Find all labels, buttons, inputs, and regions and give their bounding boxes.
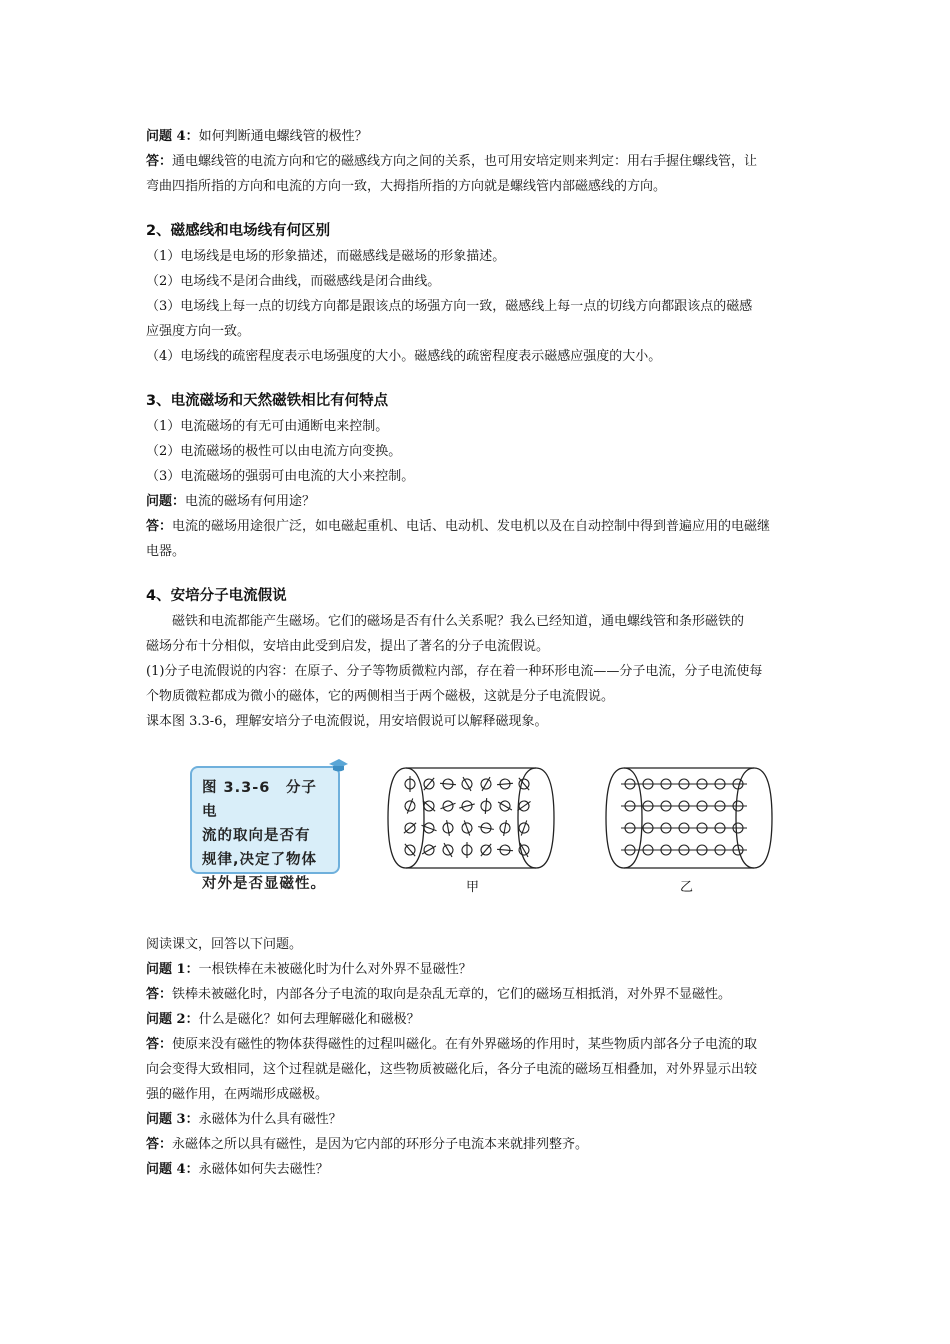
section-3-item: （1）电流磁场的有无可由通断电来控制。	[146, 419, 389, 434]
section-3-answer	[146, 514, 816, 539]
caption-line: 规律,决定了物体	[202, 852, 318, 868]
reading-question-4	[146, 1157, 816, 1182]
section-2-item: （1）电场线是电场的形象描述，而磁感线是磁场的形象描述。	[146, 249, 506, 264]
caption-line: 流的取向是否有	[202, 828, 311, 844]
caption-line: 图 3.3-6 分子电	[202, 780, 317, 820]
hypothesis-content: (1)分子电流假说的内容：在原子、分子等物质微粒内部，存在着一种环形电流——分子电流，分子电流使每	[146, 664, 763, 679]
question-label: 问题 4：	[146, 1162, 199, 1177]
section-3-answer-cont: 电器。	[146, 544, 186, 559]
document-page	[146, 124, 816, 1182]
molecular-current-loop	[405, 776, 415, 792]
question-label: 问题 1：	[146, 962, 199, 977]
molecular-current-loop	[621, 801, 639, 811]
molecular-current-loop	[675, 823, 693, 833]
molecular-current-loop	[657, 801, 675, 811]
molecular-current-loop	[693, 779, 711, 789]
molecular-current-loop	[729, 801, 747, 811]
answer-text: 铁棒未被磁化时，内部各分子电流的取向是杂乱无章的，它们的磁场互相抵消，对外界不显磁性。	[172, 987, 732, 1002]
question-text: 电流的磁场有何用途？	[185, 494, 316, 509]
molecular-current-loop	[477, 822, 494, 835]
molecular-current-loop	[403, 797, 418, 815]
molecular-current-loop	[439, 799, 457, 814]
molecular-current-loop	[621, 823, 639, 833]
molecular-current-loop	[480, 798, 491, 815]
reading-intro: 阅读课文，回答以下问题。	[146, 937, 303, 952]
section-3-item: （3）电流磁场的强弱可由电流的大小来控制。	[146, 469, 415, 484]
molecular-current-loop	[515, 797, 534, 814]
molecular-current-loop	[693, 823, 711, 833]
answer-label: 答：	[146, 987, 173, 1002]
reading-answer-2-cont: 强的磁作用，在两端形成磁极。	[146, 1087, 329, 1102]
question-label: 问题：	[146, 494, 186, 509]
molecular-current-loop	[401, 819, 420, 837]
question-text: 一根铁棒在未被磁化时为什么对外界不显磁性？	[198, 962, 472, 977]
disordered-molecular-currents-diagram	[386, 764, 556, 872]
molecular-current-loop	[639, 845, 657, 855]
molecular-current-loop	[401, 841, 419, 860]
molecular-current-loop	[496, 798, 515, 815]
answer-label: 答：	[146, 154, 173, 169]
question-label: 问题 3：	[146, 1112, 199, 1127]
molecular-current-loop	[462, 842, 472, 858]
answer-text: 永磁体之所以具有磁性，是因为它内部的环形分子电流本来就排列整齐。	[172, 1137, 589, 1152]
molecular-current-loop	[729, 823, 747, 833]
molecular-current-loop	[693, 845, 711, 855]
answer-label: 答：	[146, 1037, 173, 1052]
section-2-item: （2）电场线不是闭合曲线，而磁感线是闭合曲线。	[146, 274, 441, 289]
figure-label-b: 乙	[680, 880, 694, 895]
textbook-reference: 课本图 3.3-6，理解安培分子电流假说，用安培假说可以解释磁现象。	[146, 714, 548, 729]
reading-answer-1	[146, 982, 816, 1007]
molecular-current-loop	[420, 775, 438, 794]
molecular-current-loop	[420, 797, 439, 815]
molecular-current-loop	[516, 841, 533, 860]
section-3-heading: 3、电流磁场和天然磁铁相比有何特点	[146, 393, 389, 409]
molecular-current-loop	[458, 799, 476, 813]
reading-answer-2	[146, 1032, 816, 1057]
answer-4-solenoid-cont: 弯曲四指所指的方向和电流的方向一致，大拇指所指的方向就是螺线管内部磁感线的方向。	[146, 179, 667, 194]
answer-4-solenoid	[146, 149, 816, 174]
question-text: 永磁体为什么具有磁性？	[198, 1112, 342, 1127]
molecular-current-loop	[675, 779, 693, 789]
hypothesis-content-cont: 个物质微粒都成为微小的磁体，它的两侧相当于两个磁极，这就是分子电流假说。	[146, 689, 615, 704]
molecular-current-loop	[477, 841, 495, 860]
question-text: 什么是磁化？如何去理解磁化和磁极？	[198, 1012, 420, 1027]
figure-3-3-6	[146, 754, 816, 914]
answer-label: 答：	[146, 519, 173, 534]
question-text: 永磁体如何失去磁性？	[198, 1162, 329, 1177]
reading-answer-3	[146, 1132, 816, 1157]
molecular-current-loop	[693, 801, 711, 811]
section-2-heading: 2、磁感线和电场线有何区别	[146, 223, 331, 239]
molecular-current-loop	[675, 801, 693, 811]
answer-text: 通电螺线管的电流方向和它的磁感线方向之间的关系，也可用安培定则来判定：用右手握住螺线管，让	[172, 154, 758, 169]
molecular-current-loop	[420, 821, 438, 836]
caption-line: 对外是否显磁性。	[202, 876, 326, 892]
question-label: 问题 2：	[146, 1012, 199, 1027]
answer-text: 电流的磁场用途很广泛，如电磁起重机、电话、电动机、发电机以及在自动控制中得到普遍应用的电磁继	[172, 519, 771, 534]
reading-question-2	[146, 1007, 816, 1032]
molecular-current-loop	[478, 775, 495, 794]
reading-answer-2-cont: 向会变得大致相同，这个过程就是磁化，这些物质被磁化后，各分子电流的磁场互相叠加，对外界显示出较	[146, 1062, 758, 1077]
molecular-current-loop	[711, 801, 729, 811]
molecular-current-loop	[675, 845, 693, 855]
molecular-current-loop	[639, 779, 657, 789]
reading-question-3	[146, 1107, 816, 1132]
answer-label: 答：	[146, 1137, 173, 1152]
section-3-question	[146, 489, 816, 514]
section-3-item: （2）电流磁场的极性可以由电流方向变换。	[146, 444, 402, 459]
aligned-molecular-currents-diagram	[604, 764, 774, 872]
molecular-current-loop	[621, 845, 639, 855]
figure-caption-box	[190, 766, 340, 892]
question-text: 如何判断通电螺线管的极性？	[198, 129, 368, 144]
molecular-current-loop	[657, 823, 675, 833]
molecular-current-loop	[711, 779, 729, 789]
molecular-current-loop	[459, 775, 476, 794]
graduation-cap-icon	[327, 758, 349, 774]
molecular-current-loop	[621, 779, 639, 789]
question-4-solenoid	[146, 124, 816, 149]
molecular-current-loop	[657, 779, 675, 789]
section-2-item: 应强度方向一致。	[146, 324, 251, 339]
answer-text: 使原来没有磁性的物体获得磁性的过程叫磁化。在有外界磁场的作用时，某些物质内部各分子电流的取	[172, 1037, 758, 1052]
molecular-current-loop	[442, 819, 455, 836]
section-4-paragraph: 磁铁和电流都能产生磁场。它们的磁场是否有什么关系呢？我么已经知道，通电螺线管和条形磁铁的	[172, 614, 745, 629]
molecular-current-loop	[657, 845, 675, 855]
molecular-current-loop	[711, 845, 729, 855]
section-2-item: （4）电场线的疏密程度表示电场强度的大小。磁感线的疏密程度表示磁感应强度的大小。	[146, 349, 662, 364]
figure-label-a: 甲	[466, 880, 480, 895]
section-2-item: （3）电场线上每一点的切线方向都是跟该点的场强方向一致，磁感线上每一点的切线方向都跟该点的磁感	[146, 299, 753, 314]
question-label: 问题 4：	[146, 129, 199, 144]
molecular-current-loop	[497, 778, 514, 789]
reading-question-1	[146, 957, 816, 982]
molecular-current-loop	[497, 844, 514, 855]
molecular-current-loop	[460, 819, 475, 837]
molecular-current-loop	[711, 823, 729, 833]
section-4-paragraph-cont: 磁场分布十分相似，安培由此受到启发，提出了著名的分子电流假说。	[146, 639, 550, 654]
molecular-current-loop	[440, 778, 457, 789]
molecular-current-loop	[499, 819, 512, 836]
section-4-heading: 4、安培分子电流假说	[146, 588, 287, 604]
molecular-current-loop	[440, 841, 457, 860]
